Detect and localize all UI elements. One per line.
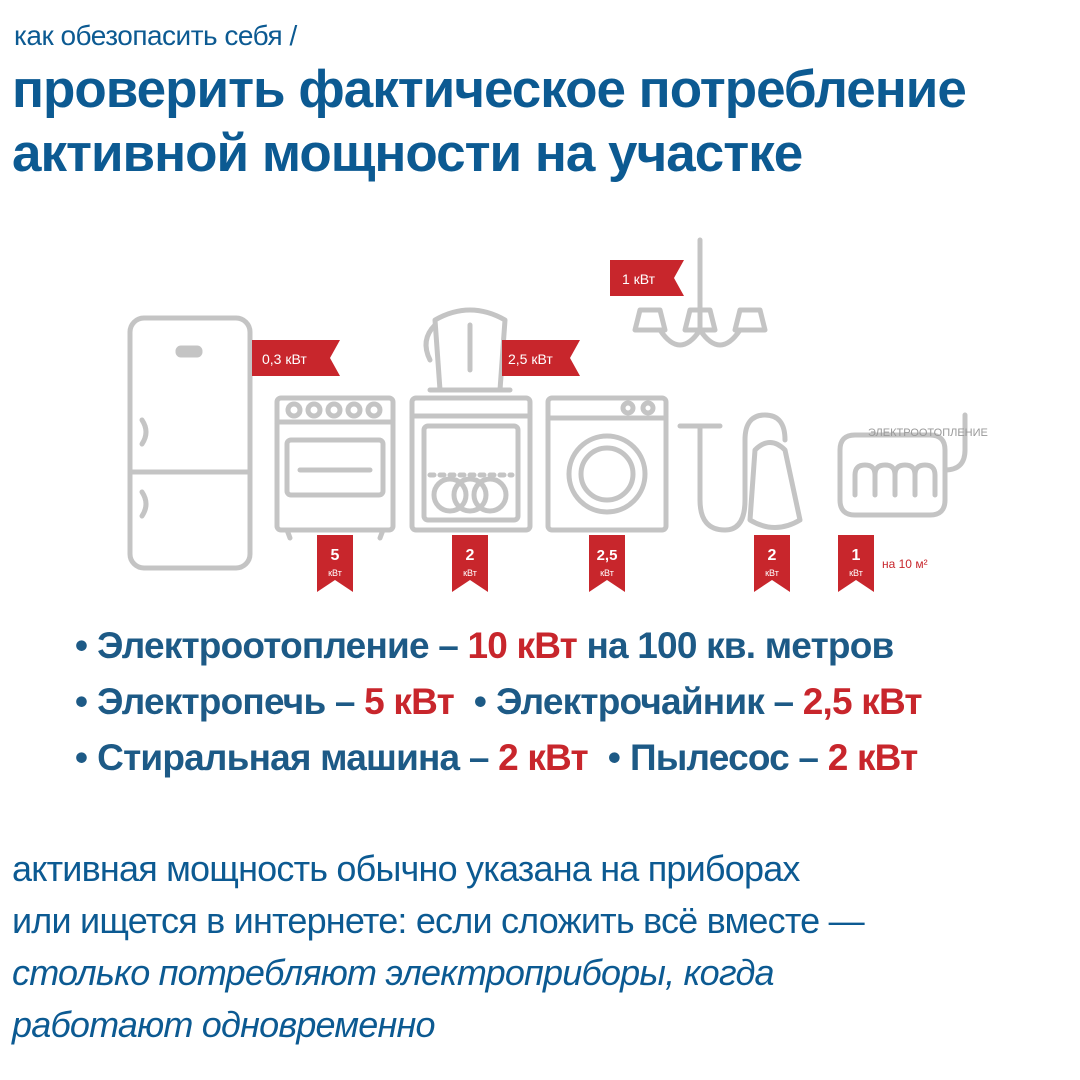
dishwasher-power-flag: [452, 535, 488, 592]
list-label: Пылесос –: [629, 737, 828, 778]
list-label: Стиральная машина –: [97, 737, 499, 778]
washer-power-value: 2,5: [596, 547, 618, 564]
vacuum-power-value: 2: [767, 547, 777, 564]
bullet-dot: •: [473, 681, 487, 722]
footer-line-2: или ищется в интернете: если сложить всё вместе —: [12, 900, 864, 941]
list-suffix: на 100 кв. метров: [576, 625, 894, 666]
list-item: [75, 618, 1065, 674]
power-list: [75, 618, 1065, 786]
footer-line-3: столько потребляют электроприборы, когда: [12, 952, 774, 993]
chandelier-power-label: 1 кВт: [622, 271, 656, 287]
list-label: Электропечь –: [97, 681, 365, 722]
vacuum-power-flag: [754, 535, 790, 592]
fridge-icon: [130, 318, 250, 568]
list-value: 2,5 кВт: [802, 681, 922, 722]
footer-line-1: активная мощность обычно указана на приборах: [12, 848, 800, 889]
title-line-1: проверить фактическое потребление: [12, 60, 966, 119]
dishwasher-power-unit: кВт: [463, 568, 477, 578]
washing-machine-icon: [548, 398, 666, 530]
list-item: [75, 730, 1065, 786]
heater-power-value: 1: [851, 547, 861, 564]
heater-power-unit: кВт: [849, 568, 863, 578]
kicker: как обезопасить себя /: [14, 20, 297, 51]
list-item: [75, 674, 1065, 730]
dishwasher-icon: [412, 398, 530, 530]
vacuum-icon: [680, 415, 800, 530]
kettle-power-tag: [502, 340, 580, 376]
heater-power-flag: [838, 535, 874, 592]
bullet-dot: •: [607, 737, 620, 778]
page-title: [12, 58, 1072, 186]
stove-icon: [277, 398, 393, 538]
footer-line-4: работают одновременно: [12, 1004, 435, 1045]
heater-area-note: на 10 м²: [882, 557, 928, 571]
washer-power-flag: [589, 535, 625, 592]
list-value: 5 кВт: [364, 681, 454, 722]
vacuum-power-unit: кВт: [765, 568, 779, 578]
kettle-icon: [426, 310, 510, 390]
footer-text: [12, 843, 1052, 1051]
fridge-power-tag: [252, 340, 340, 376]
list-label: Электрочайник –: [496, 681, 803, 722]
appliances-illustration: [0, 230, 1080, 600]
chandelier-power-tag: [610, 260, 684, 296]
fridge-power-label: 0,3 кВт: [262, 351, 307, 367]
dishwasher-power-value: 2: [465, 547, 475, 564]
title-line-2: активной мощности на участке: [12, 124, 803, 183]
bullet-dot: •: [75, 625, 88, 666]
list-value: 2 кВт: [498, 737, 588, 778]
heater-caption: ЭЛЕКТРООТОПЛЕНИЕ: [868, 427, 988, 439]
list-value: 2 кВт: [827, 737, 918, 778]
stove-power-unit: кВт: [328, 568, 342, 578]
kettle-power-label: 2,5 кВт: [508, 351, 553, 367]
stove-power-flag: [317, 535, 353, 592]
list-label: Электроотопление –: [97, 625, 468, 666]
stove-power-value: 5: [330, 547, 340, 564]
bullet-dot: •: [75, 681, 88, 722]
washer-power-unit: кВт: [600, 568, 614, 578]
bullet-dot: •: [75, 737, 88, 778]
list-value: 10 кВт: [467, 625, 577, 666]
